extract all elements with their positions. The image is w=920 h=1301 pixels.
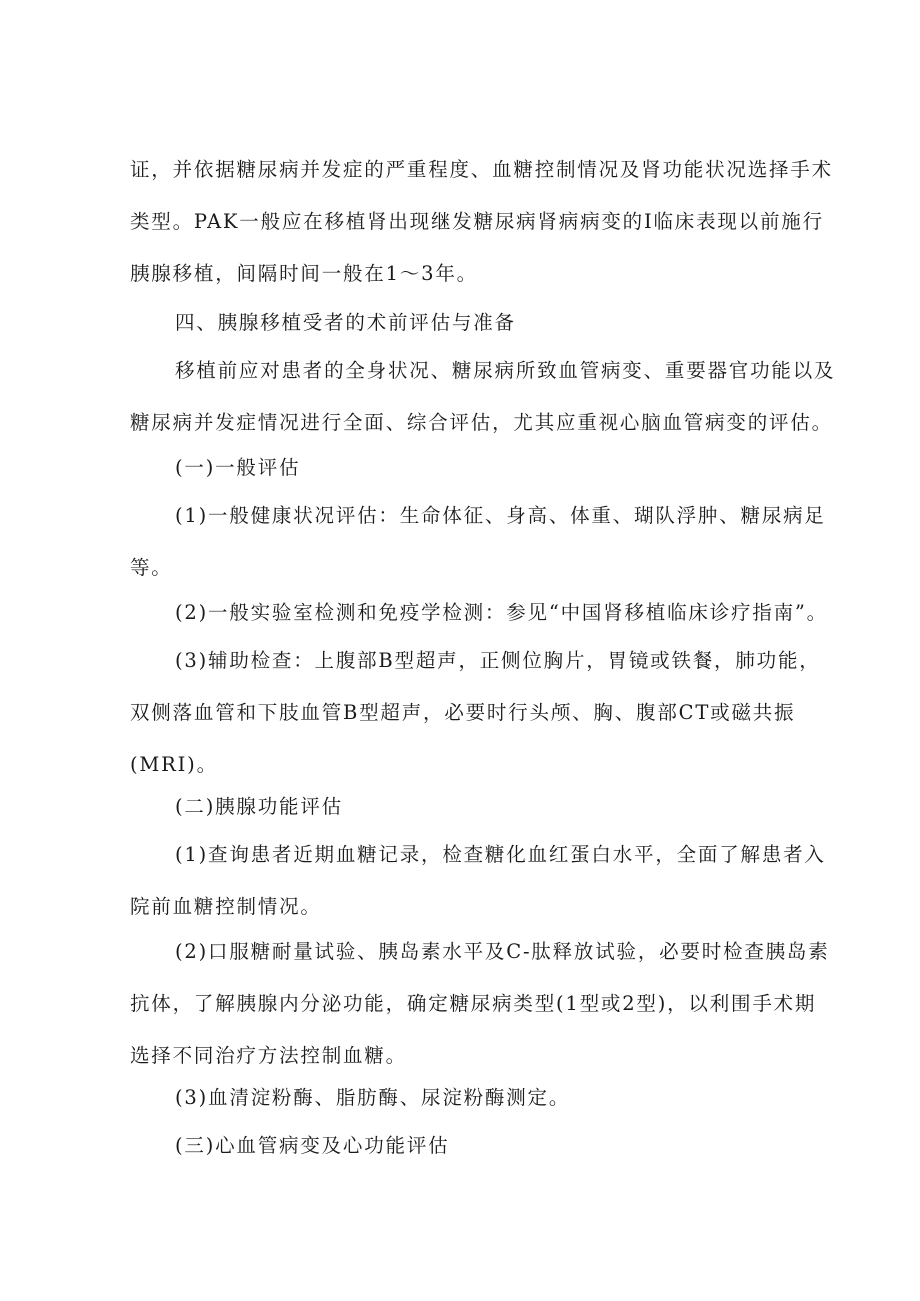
text-line: (1)查询患者近期血糖记录，检查糖化血红蛋白水平，全面了解患者入	[175, 843, 826, 866]
item-lab-tests	[130, 587, 828, 639]
text-line: 证，并依据糖尿病并发症的严重程度、血糖控制情况及肾功能状况选择手术	[130, 158, 833, 181]
text-line: 抗体，了解胰腺内分泌功能，确定糖尿病类型(1型或2型)，以利围手术期	[130, 992, 817, 1015]
item-auxiliary-exams	[130, 635, 821, 791]
text-line: (3)辅助检查：上腹部B型超声，正侧位胸片，胃镜或铁餐，肺功能，	[175, 649, 821, 672]
item-blood-glucose-record	[130, 829, 826, 933]
heading-text: 四、胰腺移植受者的术前评估与准备	[175, 311, 516, 334]
text-line: (1)一般健康状况评估：生命体征、身高、体重、瑚队浮肿、糖尿病足	[175, 504, 826, 527]
text-line: 选择不同治疗方法控制血糖。	[130, 1044, 407, 1067]
text-line: 等。	[130, 556, 173, 579]
heading-text: (三)心血管病变及心功能评估	[175, 1134, 450, 1157]
section-heading-4	[130, 297, 800, 349]
item-general-health	[130, 490, 826, 594]
text-line: 院前血糖控制情况。	[130, 895, 322, 918]
text-line: 糖尿病并发症情况进行全面、综合评估，尤其应重视心脑血管病变的评估。	[130, 411, 833, 434]
text-line: 类型。PAK一般应在移植肾出现继发糖尿病肾病病变的Ⅰ临床表现以前施行	[130, 210, 824, 233]
paragraph-assessment-intro	[130, 345, 836, 449]
paragraph-surgery-type	[130, 144, 833, 300]
text-line: (MRI)。	[130, 753, 218, 776]
text-line: (2)口服糖耐量试验、胰岛素水平及C-肽释放试验，必要时检查胰岛素	[175, 940, 830, 963]
item-enzyme-tests	[130, 1072, 800, 1124]
subheading-cardiovascular	[130, 1120, 800, 1172]
text-line: (2)一般实验室检测和免疫学检测：参见“中国肾移植临床诊疗指南”。	[175, 601, 828, 624]
subheading-pancreas-function	[130, 781, 800, 833]
item-glucose-tolerance	[130, 926, 830, 1082]
heading-text: (一)一般评估	[175, 456, 301, 479]
text-line: 移植前应对患者的全身状况、糖尿病所致血管病变、重要器官功能以及	[175, 359, 836, 382]
heading-text: (二)胰腺功能评估	[175, 795, 343, 818]
text-line: 胰腺移植，间隔时间一般在1～3年。	[130, 262, 478, 285]
text-line: 双侧落血管和下肢血管B型超声，必要时行头颅、胸、腹部CT或磁共振	[130, 701, 796, 724]
subheading-general-assessment	[130, 442, 800, 494]
text-line: (3)血清淀粉酶、脂肪酶、尿淀粉酶测定。	[175, 1086, 571, 1109]
